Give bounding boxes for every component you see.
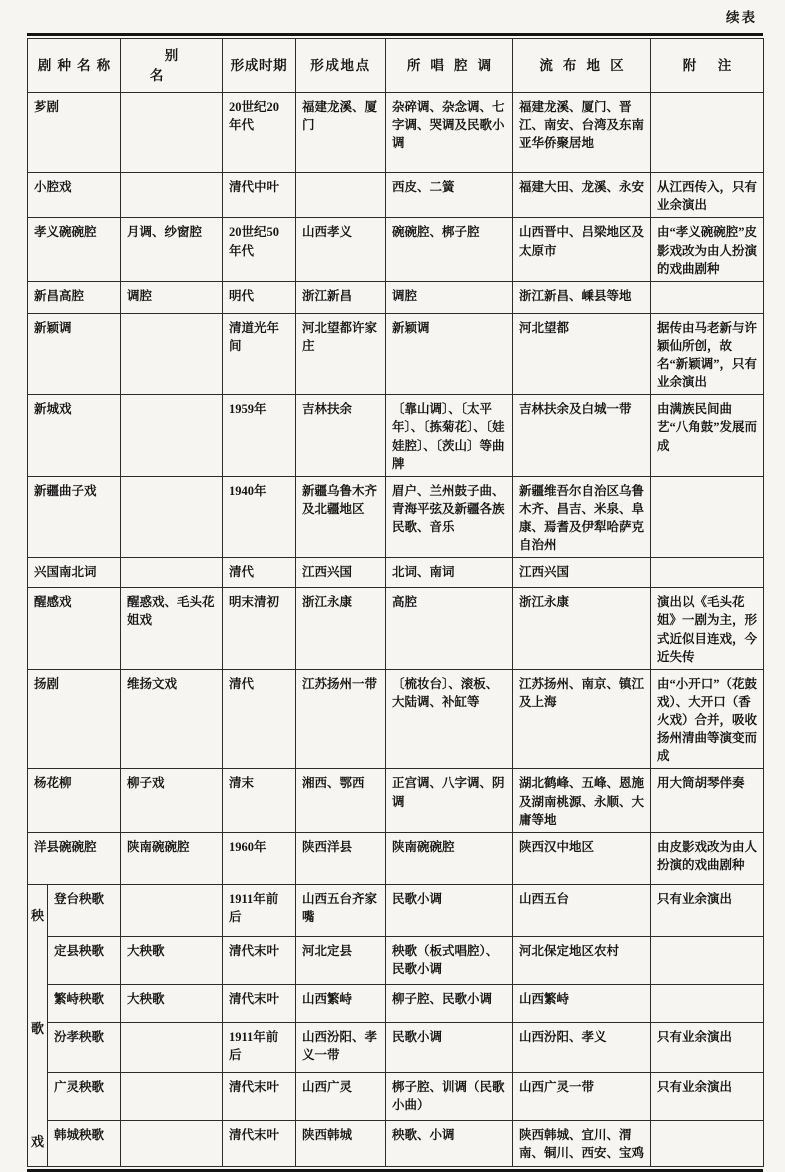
opera-types-table-wrap [27,33,763,1172]
col-header-note: 附注 [651,39,764,93]
col-header-region: 流布地区 [513,39,651,93]
cell-origin-place: 山西孝义 [296,218,386,281]
cell-period: 1911年前后 [223,1022,296,1072]
cell-region: 山西汾阳、孝义 [513,1022,651,1072]
cell-alias: 醒惑戏、毛头花姐戏 [121,588,223,670]
cell-period: 20世纪50年代 [223,218,296,281]
group-label-yanggexi [28,884,48,1166]
cell-drama-name: 新城戏 [28,395,121,477]
opera-types-table [27,38,764,1167]
cell-region: 湖北鹤峰、五峰、恩施及湖南桃源、永顺、大庸等地 [513,769,651,832]
table-row [28,984,764,1022]
cell-region: 陕西汉中地区 [513,832,651,884]
cell-alias [121,884,223,936]
cell-origin-place: 山西五台齐家嘴 [296,884,386,936]
cell-region: 山西繁峙 [513,984,651,1022]
cell-origin-place: 江苏扬州一带 [296,669,386,769]
cell-period: 清道光年间 [223,313,296,395]
cell-origin-place [296,173,386,218]
cell-alias [121,173,223,218]
col-header-tunes: 所唱腔调 [386,39,513,93]
cell-note: 由“小开口”（花鼓戏）、大开口（香火戏）合并，吸收扬州清曲等演变而成 [651,669,764,769]
continued-table-label: 续表 [726,10,757,25]
cell-tunes: 调腔 [386,281,513,313]
group-label-chars [28,907,47,1152]
cell-alias [121,93,223,173]
cell-note [651,93,764,173]
cell-note: 用大筒胡琴伴奏 [651,769,764,832]
cell-tunes: 高腔 [386,588,513,670]
cell-origin-place: 陕西洋县 [296,832,386,884]
cell-period: 1959年 [223,395,296,477]
cell-note [651,984,764,1022]
cell-drama-name: 新昌高腔 [28,281,121,313]
table-row [28,218,764,281]
table-row [28,476,764,558]
cell-note [651,281,764,313]
cell-period: 清代末叶 [223,936,296,984]
cell-period: 1911年前后 [223,884,296,936]
cell-origin-place: 浙江新昌 [296,281,386,313]
table-row [28,1072,764,1120]
group-label-char: 戏 [30,1133,44,1149]
cell-origin-place: 河北定县 [296,936,386,984]
cell-period: 清代 [223,558,296,588]
cell-region: 山西广灵一带 [513,1072,651,1120]
cell-origin-place: 浙江永康 [296,588,386,670]
table-row [28,395,764,477]
cell-drama-name: 醒感戏 [28,588,121,670]
table-row [28,588,764,670]
cell-origin-place: 吉林扶余 [296,395,386,477]
cell-tunes: 眉户、兰州鼓子曲、青海平弦及新疆各族民歌、音乐 [386,476,513,558]
cell-period: 20世纪20年代 [223,93,296,173]
cell-origin-place: 山西繁峙 [296,984,386,1022]
cell-note: 从江西传入，只有业余演出 [651,173,764,218]
cell-drama-name: 洋县碗碗腔 [28,832,121,884]
cell-region: 江苏扬州、南京、镇江及上海 [513,669,651,769]
cell-origin-place: 福建龙溪、厦门 [296,93,386,173]
cell-region: 吉林扶余及白城一带 [513,395,651,477]
cell-tunes: 北词、南词 [386,558,513,588]
group-label-char: 秧 [30,907,44,923]
table-row [28,936,764,984]
cell-note: 演出以《毛头花姐》一剧为主，形式近似目连戏，今近失传 [651,588,764,670]
cell-note: 由满族民间曲艺“八角鼓”发展而成 [651,395,764,477]
cell-period: 明末清初 [223,588,296,670]
table-row [28,769,764,832]
cell-alias: 大秧歌 [121,936,223,984]
cell-period: 清代末叶 [223,1120,296,1166]
cell-region: 山西晋中、吕梁地区及太原市 [513,218,651,281]
cell-alias: 柳子戏 [121,769,223,832]
cell-note [651,476,764,558]
cell-tunes: 民歌小调 [386,1022,513,1072]
cell-alias [121,313,223,395]
col-header-origin-place: 形成地点 [296,39,386,93]
cell-period: 清代末叶 [223,1072,296,1120]
cell-note: 由皮影戏改为由人扮演的戏曲剧种 [651,832,764,884]
cell-tunes: 正宫调、八字调、阴调 [386,769,513,832]
cell-note: 由“孝义碗碗腔”皮影戏改为由人扮演的戏曲剧种 [651,218,764,281]
cell-tunes: 西皮、二簧 [386,173,513,218]
cell-origin-place: 河北望都许家庄 [296,313,386,395]
cell-alias [121,558,223,588]
cell-tunes: 碗碗腔、梆子腔 [386,218,513,281]
cell-region: 江西兴国 [513,558,651,588]
cell-tunes: 新颖调 [386,313,513,395]
cell-note [651,558,764,588]
cell-origin-place: 湘西、鄂西 [296,769,386,832]
cell-region: 山西五台 [513,884,651,936]
cell-alias [121,1072,223,1120]
cell-alias: 月调、纱窗腔 [121,218,223,281]
cell-alias: 陕南碗碗腔 [121,832,223,884]
cell-tunes: 秧歌、小调 [386,1120,513,1166]
cell-tunes: 杂碎调、杂念调、七字调、哭调及民歌小调 [386,93,513,173]
cell-origin-place: 山西汾阳、孝义一带 [296,1022,386,1072]
cell-region: 福建大田、龙溪、永安 [513,173,651,218]
table-row [28,669,764,769]
header-row [28,39,764,93]
cell-note: 只有业余演出 [651,1022,764,1072]
cell-drama-name: 汾孝秧歌 [48,1022,121,1072]
cell-origin-place: 陕西韩城 [296,1120,386,1166]
cell-region: 浙江永康 [513,588,651,670]
cell-origin-place: 江西兴国 [296,558,386,588]
cell-drama-name: 芗剧 [28,93,121,173]
cell-tunes: 柳子腔、民歌小调 [386,984,513,1022]
cell-alias [121,476,223,558]
cell-drama-name: 韩城秧歌 [48,1120,121,1166]
cell-region: 河北望都 [513,313,651,395]
cell-period: 清末 [223,769,296,832]
cell-drama-name: 新颖调 [28,313,121,395]
table-row [28,558,764,588]
cell-period: 清代中叶 [223,173,296,218]
cell-drama-name: 登台秧歌 [48,884,121,936]
cell-drama-name: 新疆曲子戏 [28,476,121,558]
cell-drama-name: 孝义碗碗腔 [28,218,121,281]
cell-alias: 维扬文戏 [121,669,223,769]
table-row [28,1120,764,1166]
table-row [28,313,764,395]
cell-region: 浙江新昌、嵊县等地 [513,281,651,313]
cell-note: 只有业余演出 [651,884,764,936]
cell-tunes: 〔靠山调〕、〔太平年〕、〔拣菊花〕、〔娃娃腔〕、〔茨山〕等曲牌 [386,395,513,477]
table-row [28,281,764,313]
cell-tunes: 梆子腔、训调（民歌小曲） [386,1072,513,1120]
cell-alias: 调腔 [121,281,223,313]
cell-region: 新疆维吾尔自治区乌鲁木齐、昌吉、米泉、阜康、焉耆及伊犁哈萨克自治州 [513,476,651,558]
cell-note: 只有业余演出 [651,1072,764,1120]
table-row [28,173,764,218]
table-row [28,1022,764,1072]
table-row [28,884,764,936]
cell-note [651,1120,764,1166]
cell-tunes: 〔梳妆台〕、滚板、大陆调、补缸等 [386,669,513,769]
cell-region: 陕西韩城、宜川、渭南、铜川、西安、宝鸡 [513,1120,651,1166]
cell-drama-name: 扬剧 [28,669,121,769]
cell-drama-name: 广灵秧歌 [48,1072,121,1120]
cell-period: 明代 [223,281,296,313]
col-header-period: 形成时期 [223,39,296,93]
cell-alias [121,1120,223,1166]
cell-period: 清代 [223,669,296,769]
cell-period: 1960年 [223,832,296,884]
cell-origin-place: 新疆乌鲁木齐及北疆地区 [296,476,386,558]
cell-tunes: 民歌小调 [386,884,513,936]
cell-period: 清代末叶 [223,984,296,1022]
table-row [28,832,764,884]
cell-alias [121,395,223,477]
group-label-char: 歌 [30,1020,44,1036]
cell-region: 河北保定地区农村 [513,936,651,984]
cell-region: 福建龙溪、厦门、晋江、南安、台湾及东南亚华侨聚居地 [513,93,651,173]
cell-drama-name: 杨花柳 [28,769,121,832]
cell-drama-name: 定县秧歌 [48,936,121,984]
col-header-drama-name: 剧种名称 [28,39,121,93]
cell-note [651,936,764,984]
cell-tunes: 秧歌（板式唱腔）、民歌小调 [386,936,513,984]
cell-drama-name: 兴国南北词 [28,558,121,588]
cell-note: 据传由马老新与许颖仙所创，故名“新颖调”，只有业余演出 [651,313,764,395]
table-row [28,93,764,173]
cell-alias [121,1022,223,1072]
cell-tunes: 陕南碗碗腔 [386,832,513,884]
cell-period: 1940年 [223,476,296,558]
cell-drama-name: 繁峙秧歌 [48,984,121,1022]
cell-drama-name: 小腔戏 [28,173,121,218]
col-header-alias: 别名 [121,39,223,93]
cell-origin-place: 山西广灵 [296,1072,386,1120]
cell-alias: 大秧歌 [121,984,223,1022]
